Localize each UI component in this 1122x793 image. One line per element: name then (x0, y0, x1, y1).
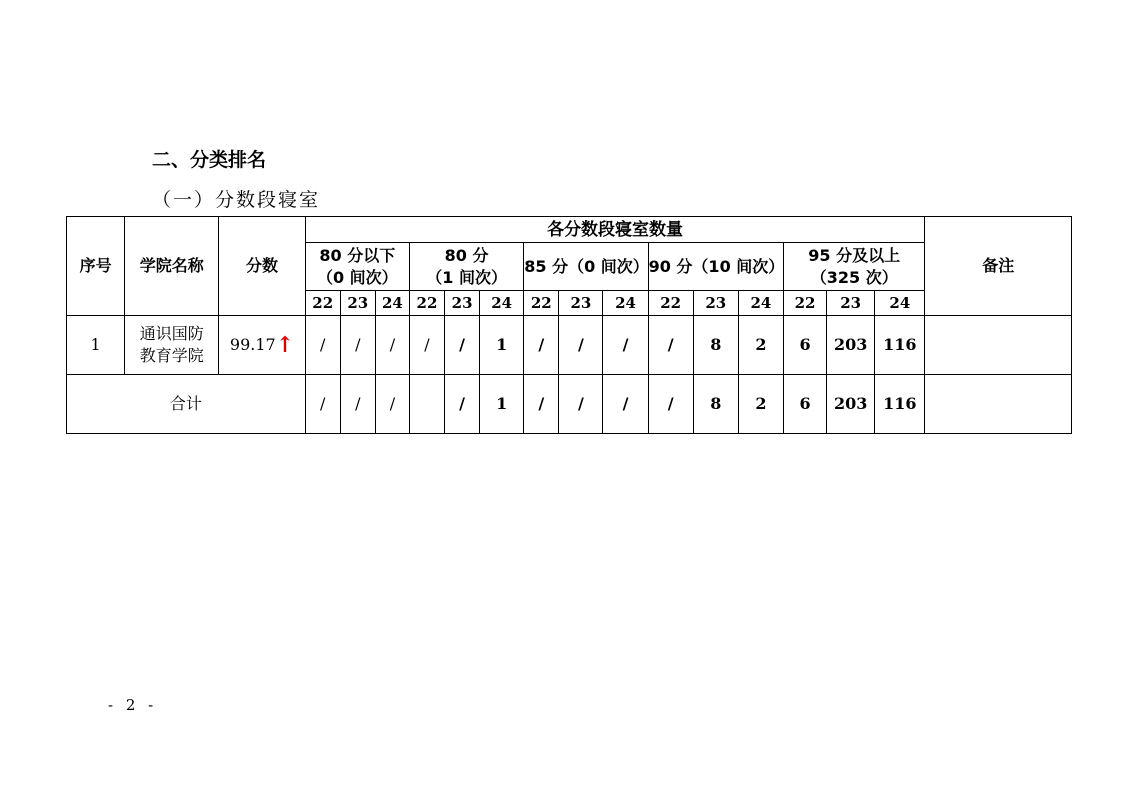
section-title: 二、分类排名 (152, 149, 267, 171)
band-label-line1: 95 分及以上 (808, 245, 901, 265)
row-score-cell (219, 316, 305, 375)
header-band-95-plus (783, 243, 925, 291)
band-cell: / (445, 316, 480, 375)
row-score: 99.17 (229, 335, 276, 354)
total-cell: 6 (783, 375, 826, 434)
total-cell: 8 (693, 375, 738, 434)
header-band-group: 各分数段寝室数量 (305, 217, 925, 243)
band-cell: / (375, 316, 409, 375)
band-cell: 1 (480, 316, 524, 375)
band-cell: / (340, 316, 375, 375)
year-header: 23 (445, 291, 480, 316)
dormitory-score-table (66, 216, 1072, 434)
year-header: 22 (305, 291, 340, 316)
total-cell: / (340, 375, 375, 434)
year-header: 23 (827, 291, 875, 316)
year-header: 23 (559, 291, 603, 316)
total-cell: 203 (827, 375, 875, 434)
page-number: - 2 - (108, 696, 158, 714)
college-name-line1: 通识国防 (139, 324, 204, 343)
total-cell (409, 375, 444, 434)
band-cell: / (603, 316, 648, 375)
header-college: 学院名称 (125, 217, 219, 316)
band-label-line2: （0 间次） (316, 267, 398, 287)
year-header: 22 (524, 291, 559, 316)
header-score: 分数 (219, 217, 305, 316)
band-cell: / (409, 316, 444, 375)
band-label-line2: （325 次） (810, 267, 898, 287)
header-band-80 (409, 243, 523, 291)
total-cell: / (445, 375, 480, 434)
total-cell: / (603, 375, 648, 434)
total-row (67, 375, 1072, 434)
year-header: 24 (375, 291, 409, 316)
year-header: 22 (409, 291, 444, 316)
band-cell: / (524, 316, 559, 375)
band-label-line1: 80 分以下 (319, 245, 396, 265)
row-index: 1 (67, 316, 125, 375)
total-label: 合计 (67, 375, 306, 434)
total-cell: / (524, 375, 559, 434)
header-index: 序号 (67, 217, 125, 316)
band-cell: 203 (827, 316, 875, 375)
total-cell: / (305, 375, 340, 434)
up-arrow-icon: ↑ (275, 332, 295, 358)
subsection-title: （一）分数段寝室 (152, 189, 321, 211)
band-cell: 2 (738, 316, 783, 375)
year-header: 23 (340, 291, 375, 316)
year-header: 24 (603, 291, 648, 316)
band-label-line2: （1 间次） (426, 267, 507, 287)
total-cell: 2 (738, 375, 783, 434)
total-cell: / (648, 375, 693, 434)
band-label-line1: 90 分（10 间次） (648, 256, 785, 276)
band-label-line1: 80 分 (444, 245, 489, 265)
total-remark (925, 375, 1072, 434)
header-band-below80 (305, 243, 409, 291)
year-header: 22 (648, 291, 693, 316)
row-college (125, 316, 219, 375)
year-header: 22 (783, 291, 826, 316)
band-label-line1: 85 分（0 间次） (524, 256, 649, 276)
header-remark: 备注 (925, 217, 1072, 316)
header-band-90 (648, 243, 783, 291)
header-band-85 (524, 243, 648, 291)
band-cell: / (648, 316, 693, 375)
row-remark (925, 316, 1072, 375)
band-cell: / (559, 316, 603, 375)
total-cell: 1 (480, 375, 524, 434)
band-cell: 116 (875, 316, 925, 375)
year-header: 24 (738, 291, 783, 316)
band-cell: / (305, 316, 340, 375)
total-cell: / (559, 375, 603, 434)
year-header: 23 (693, 291, 738, 316)
band-cell: 8 (693, 316, 738, 375)
college-name-line2: 教育学院 (139, 346, 204, 365)
year-header: 24 (875, 291, 925, 316)
total-cell: 116 (875, 375, 925, 434)
year-header: 24 (480, 291, 524, 316)
table-row (67, 316, 1072, 375)
total-cell: / (375, 375, 409, 434)
band-cell: 6 (783, 316, 826, 375)
